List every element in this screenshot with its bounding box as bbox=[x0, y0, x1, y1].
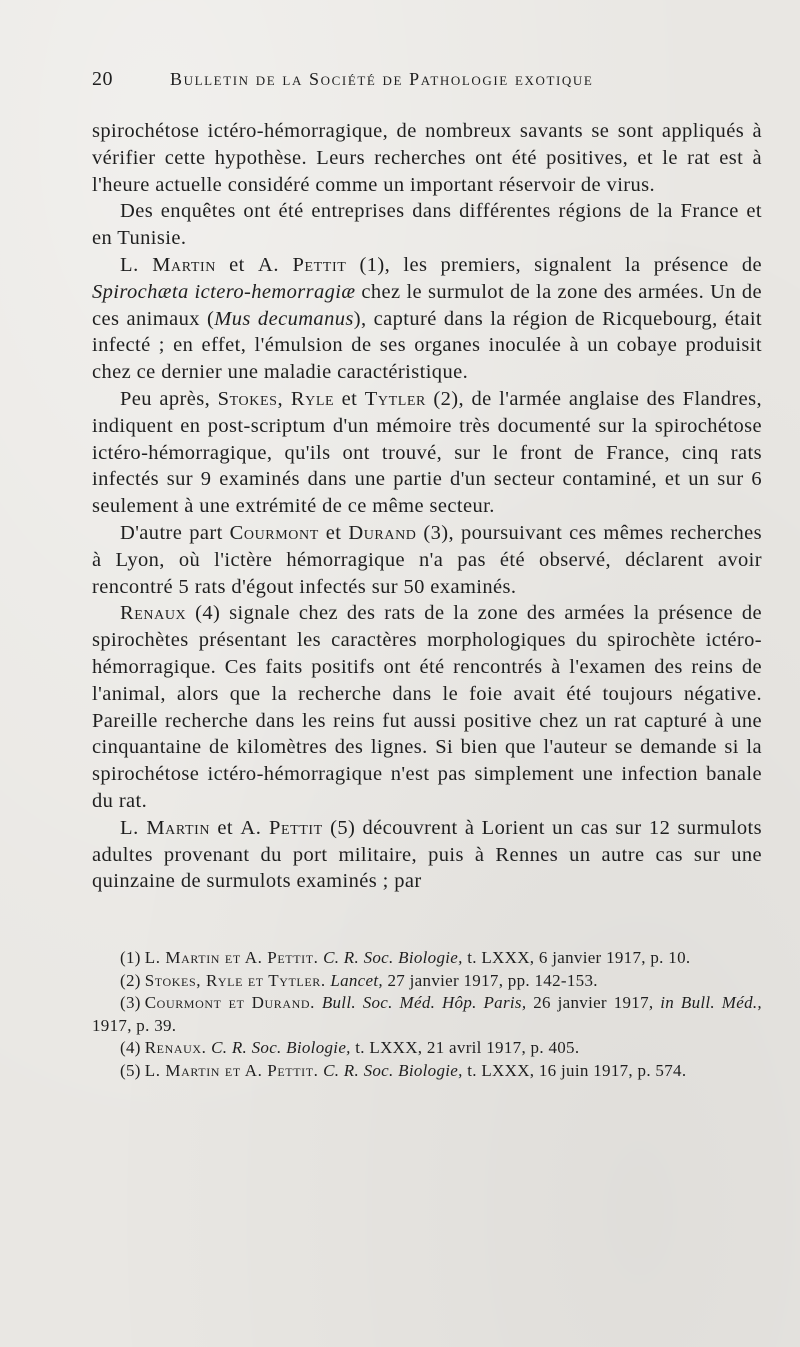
author-name: L. Martin bbox=[120, 816, 211, 839]
paragraph-3: L. Martin et A. Pettit (1), les premiers, signalent la présence de Spirochæta ictero-hemorragiæ chez le surmulot de la zone des armées. Un de ces animaux (Mus decumanus), capturé dans la région de Ricquebourg, était infecté ; en effet, l'émulsion de ses organes inoculée à un cobaye produisit chez ce dernier une maladie caractéristique. bbox=[92, 253, 763, 384]
author-name: A. Pettit bbox=[240, 816, 323, 839]
footnote-marker: (4) bbox=[120, 1038, 141, 1058]
paragraph-4: Peu après, Stokes, Ryle et Tytler (2), de l'armée anglaise des Flandres, indiquent en post-scriptum d'un mémoire très documenté sur la spirochétose ictéro-hémorragique, qu'ils ont trouvé, sur le front de France, cinq rats infectés sur 9 examinés dans une partie d'un secteur contaminé, et un sur 6 seulement à une extrémité de ce même secteur. bbox=[92, 387, 762, 518]
species-name: Mus decumanus bbox=[214, 307, 354, 330]
paragraph-5: D'autre part Courmont et Durand (3), poursuivant ces mêmes recherches à Lyon, où l'ictère hémorragique n'a pas été observé, déclarent avoir rencontré 5 rats d'égout infectés sur 50 examinés. bbox=[92, 521, 763, 598]
paragraph-1: spirochétose ictéro-hémorragique, de nombreux savants se sont appliqués à vérifier cette hypothèse. Leurs recherches ont été positives, et le rat est à l'heure actuelle considéré comme un important réservoir de virus. bbox=[92, 120, 762, 196]
footnote: (4) Renaux. C. R. Soc. Biologie, t. LXXX, 21 avril 1917, p. 405. bbox=[120, 1038, 580, 1058]
paragraph-7: L. Martin et A. Pettit (5) découvrent à Lorient un cas sur 12 surmulots adultes provenant du port militaire, puis à Rennes un autre cas sur une quinzaine de surmulots examinés ; par bbox=[92, 816, 762, 893]
footnote: (2) Stokes, Ryle et Tytler. Lancet, 27 janvier 1917, pp. 142-153. bbox=[120, 970, 598, 990]
footnote-marker: (5) bbox=[120, 1060, 141, 1080]
page-header bbox=[92, 68, 764, 98]
footnote: (3) Courmont et Durand. Bull. Soc. Méd. Hôp. Paris, 26 janvier 1917, in Bull. Méd., 1917, p. 39. bbox=[92, 993, 762, 1035]
running-title: Bulletin de la Société de Pathologie exotique bbox=[170, 69, 594, 89]
author-name: Durand bbox=[348, 521, 417, 544]
author-name: Stokes, Ryle bbox=[217, 387, 335, 410]
page-number: 20 bbox=[92, 68, 113, 90]
footnote-marker: (2) bbox=[120, 970, 141, 990]
author-name: Renaux bbox=[120, 602, 187, 625]
footnote: (1) L. Martin et A. Pettit. C. R. Soc. Biologie, t. LXXX, 6 janvier 1917, p. 10. bbox=[120, 948, 691, 968]
paragraph-6: Renaux (4) signale chez des rats de la zone des armées la présence de spirochètes présentant les caractères morphologiques du spirochète ictéro-hémorragique. Ces faits positifs ont été rencontrés à l'examen des reins de l'animal, alors que la recherche dans le foie avait été toujours négative. Pareille recherche dans les reins fut aussi positive chez un rat capturé à une cinquantaine de kilomètres des lignes. Si bien que l'auteur se demande si la spirochétose ictéro-hémorragique n'est pas simplement une infection banale du rat. bbox=[92, 602, 762, 812]
footnote-marker: (3) bbox=[120, 993, 141, 1013]
footnotes bbox=[92, 947, 762, 1082]
author-name: L. Martin bbox=[120, 253, 216, 276]
author-name: Tytler bbox=[364, 387, 426, 410]
species-name: Spirochæta ictero-hemorragiæ bbox=[92, 280, 356, 303]
body-text bbox=[92, 118, 762, 895]
author-name: Courmont bbox=[229, 521, 319, 544]
footnote: (5) L. Martin et A. Pettit. C. R. Soc. Biologie, t. LXXX, 16 juin 1917, p. 574. bbox=[120, 1060, 687, 1080]
footnote-marker: (1) bbox=[120, 948, 141, 968]
paragraph-2: Des enquêtes ont été entreprises dans différentes régions de la France et en Tunisie. bbox=[92, 200, 762, 250]
author-name: A. Pettit bbox=[257, 253, 347, 276]
